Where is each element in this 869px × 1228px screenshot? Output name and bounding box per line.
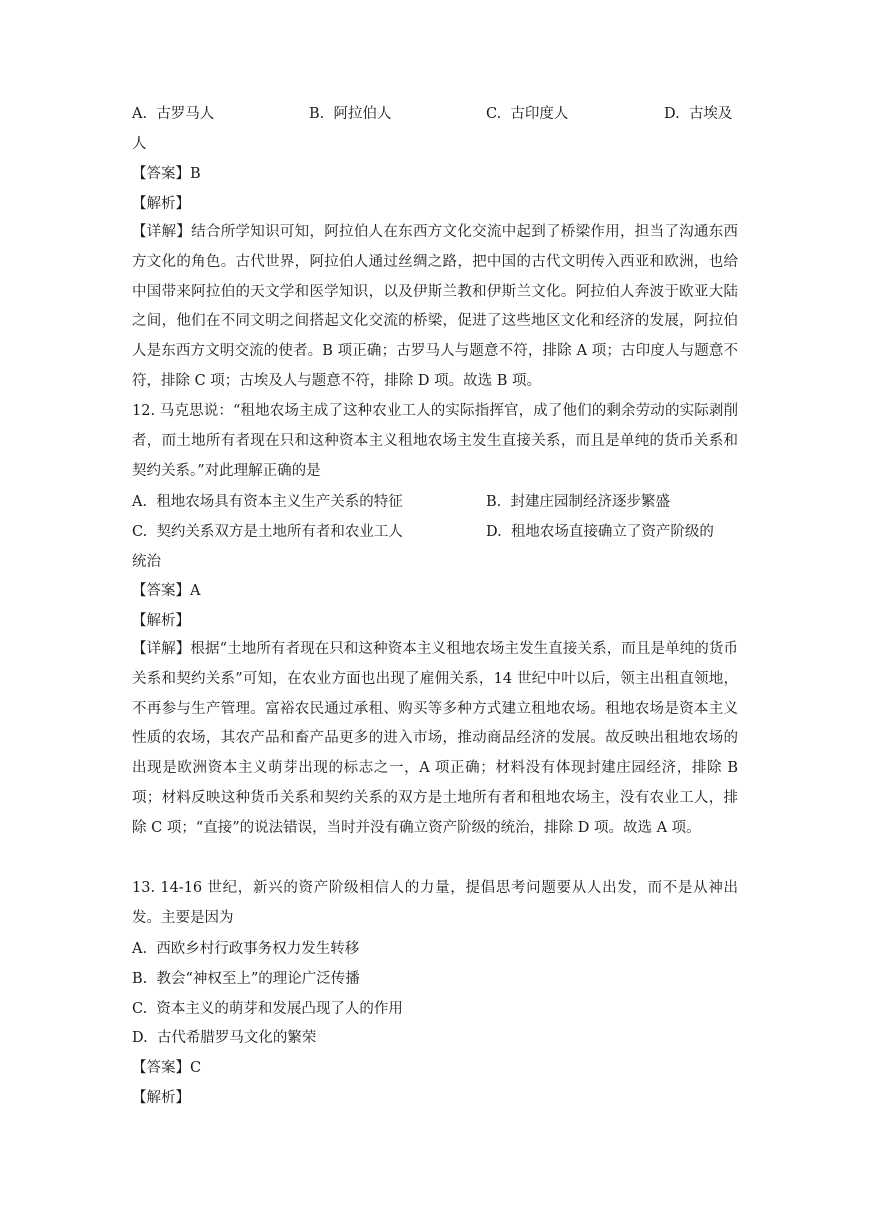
q13-stem: 13. 14-16 世纪，新兴的资产阶级相信人的力量，提倡思考问题要从人出发，而不是从神出发。主要是因为: [132, 880, 738, 926]
q13-analysis-label: 【解析】: [132, 1090, 190, 1106]
q13-answer: [132, 1058, 201, 1078]
detail-label: 【详解】: [132, 641, 191, 657]
q13-option-a: A. 西欧乡村行政事务权力发生转移: [132, 941, 360, 957]
answer-label: 【答案】: [132, 166, 190, 182]
q11-option-d-wrap: 人: [132, 136, 147, 152]
answer-value: C: [190, 1060, 202, 1076]
q12-detail: [132, 635, 738, 875]
q12-stem: 12. 马克思说：“租地农场主成了这种农业工人的实际指挥官，成了他们的剩余劳动的实际剥削者，而土地所有者现在只和这种资本主义租地农场主发生直接关系，而且是单纯的货币关系和契约关系。”对此理解正确的是: [132, 403, 738, 479]
q13-option-d: D. 古代希腊罗马文化的繁荣: [132, 1030, 317, 1046]
q11-option-d: D. 古埃及: [664, 106, 733, 122]
q12-option-d-wrap: 统治: [132, 554, 161, 570]
q13-option-b: B. 教会“神权至上”的理论广泛传播: [132, 971, 360, 987]
answer-value: B: [190, 166, 201, 182]
q12-answer: [132, 581, 200, 601]
answer-label: 【答案】: [132, 583, 190, 599]
q12-analysis-label: 【解析】: [132, 613, 190, 629]
q11-option-c: C. 古印度人: [486, 106, 569, 122]
answer-value: A: [190, 583, 201, 599]
q12-option-c: C. 契约关系双方是土地所有者和农业工人: [132, 524, 403, 540]
q11-answer: [132, 164, 201, 184]
detail-text: 根据“土地所有者现在只和这种资本主义租地农场主发生直接关系，而且是单纯的货币关系和契约关系”可知，在农业方面也出现了雇佣关系，14 世纪中叶以后，领主出租直领地，不再参与生产管理。富裕农民通过承租、购买等多种方式建立租地农场。租地农场是资本主义性质的农场，其农产品和畜产品更多的进入市场，推动商品经济的发展。故反映出租地农场的出现是欧洲资本主义萌芽出现的标志之一，A 项正确；材料没有体现封建庄园经济，排除 B 项；材料反映这种货币关系和契约关系的双方是土地所有者和租地农场主，没有农业工人，排除 C 项；“直接”的说法错误，当时并没有确立资产阶级的统治，排除 D 项。故选 A 项。: [132, 641, 738, 836]
q11-option-a: A. 古罗马人: [132, 106, 215, 122]
q11-detail: [132, 218, 738, 398]
q12-option-b: B. 封建庄园制经济逐步繁盛: [486, 494, 670, 510]
q12-option-d: D. 租地农场直接确立了资产阶级的: [486, 524, 714, 540]
answer-label: 【答案】: [132, 1060, 190, 1076]
q12-option-a: A. 租地农场具有资本主义生产关系的特征: [132, 494, 403, 510]
q13-option-c: C. 资本主义的萌芽和发展凸现了人的作用: [132, 1001, 403, 1017]
q11-analysis-label: 【解析】: [132, 196, 190, 212]
q11-option-b: B. 阿拉伯人: [309, 106, 392, 122]
detail-label: 【详解】: [132, 224, 192, 240]
detail-text: 结合所学知识可知，阿拉伯人在东西方文化交流中起到了桥梁作用，担当了沟通东西方文化的角色。古代世界，阿拉伯人通过丝绸之路，把中国的古代文明传入西亚和欧洲，也给中国带来阿拉伯的天文学和医学知识，以及伊斯兰教和伊斯兰文化。阿拉伯人奔波于欧亚大陆之间，他们在不同文明之间搭起文化交流的桥梁，促进了这些地区文化和经济的发展，阿拉伯人是东西方文明交流的使者。B 项正确；古罗马人与题意不符，排除 A 项；古印度人与题意不符，排除 C 项；古埃及人与题意不符，排除 D 项。故选 B 项。: [132, 224, 739, 389]
